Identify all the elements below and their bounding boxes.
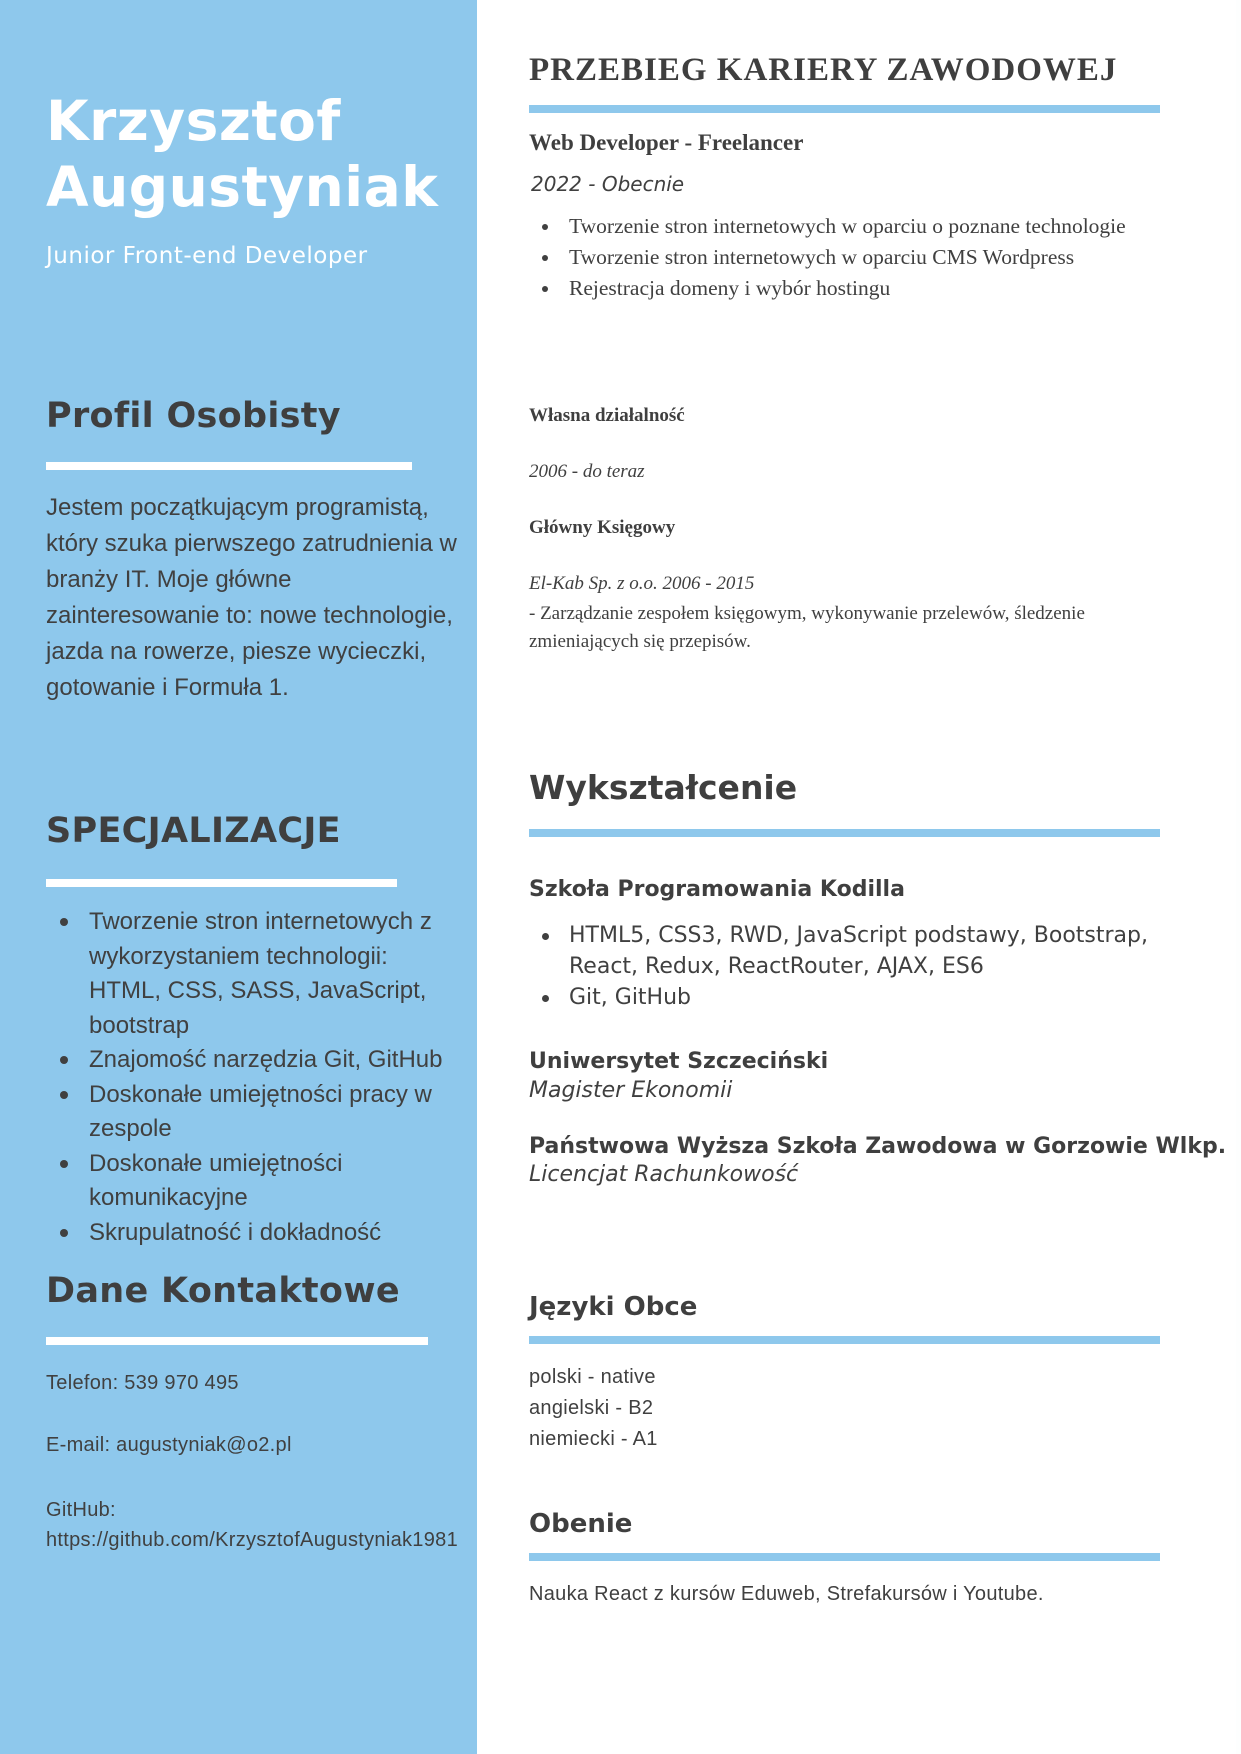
language-item: niemiecki - A1 [529, 1428, 658, 1450]
language-item: angielski - B2 [529, 1397, 654, 1419]
list-item: Doskonałe umiejętności pracy w zespole [60, 1078, 460, 1147]
college-name: Państwowa Wyższa Szkoła Zawodowa w Gorzowie Wlkp. [529, 1134, 1227, 1159]
list-item: Tworzenie stron internetowych w oparciu CMS Wordpress [542, 242, 1182, 273]
university-name: Uniwersytet Szczeciński [529, 1049, 829, 1074]
school-name: Szkoła Programowania Kodilla [529, 877, 905, 902]
specializations-list [60, 905, 460, 1250]
job-title: Web Developer - Freelancer [529, 130, 804, 155]
languages-heading: Języki Obce [529, 1292, 698, 1322]
company-name: El-Kab Sp. z o.o. 2006 - 2015 [529, 573, 755, 594]
business-title: Własna działalność [529, 405, 685, 426]
job-dates: 2022 - Obecnie [531, 172, 685, 196]
list-item: HTML5, CSS3, RWD, JavaScript podstawy, Bootstrap, React, Redux, ReactRouter, AJAX, ES6 [542, 920, 1182, 982]
list-item: Git, GitHub [542, 982, 1182, 1013]
languages-divider [529, 1336, 1160, 1344]
job-description: - Zarządzanie zespołem księgowym, wykonywanie przelewów, śledzenie zmieniających się przepisów. [529, 603, 1085, 652]
contact-email: E-mail: augustyniak@o2.pl [46, 1434, 292, 1456]
job-duties-list [542, 211, 1182, 304]
specializations-divider [46, 879, 397, 887]
profile-heading: Profil Osobisty [46, 396, 341, 436]
other-heading: Obenie [529, 1509, 633, 1539]
list-item: Tworzenie stron internetowych z wykorzystaniem technologii: HTML, CSS, SASS, JavaScript, bootstrap [60, 905, 460, 1043]
specializations-heading: SPECJALIZACJE [46, 811, 341, 851]
school-topics-list [542, 920, 1182, 1013]
contact-heading: Dane Kontaktowe [46, 1271, 400, 1311]
last-name: Augustyniak [46, 155, 439, 219]
github-label: GitHub: [46, 1499, 116, 1521]
education-heading: Wykształcenie [529, 768, 798, 807]
list-item: Rejestracja domeny i wybór hostingu [542, 273, 1182, 304]
contact-phone: Telefon: 539 970 495 [46, 1372, 239, 1394]
profile-text: Jestem początkującym programistą, który szuka pierwszego zatrudnienia w branży IT. Moje główne zainteresowanie to: nowe technologie, jazda na rowerze, piesze wycieczki, gotowanie i Formuła 1. [46, 494, 457, 701]
languages-list [529, 1362, 658, 1455]
job-role: Junior Front-end Developer [46, 243, 368, 269]
list-item: Skrupulatność i dokładność [60, 1216, 460, 1251]
candidate-name [46, 88, 466, 220]
career-divider [529, 105, 1160, 113]
page-edge [1236, 0, 1241, 1754]
language-item: polski - native [529, 1366, 656, 1388]
list-item: Doskonałe umiejętności komunikacyjne [60, 1147, 460, 1216]
other-divider [529, 1553, 1160, 1561]
contact-divider [46, 1337, 428, 1345]
profile-divider [46, 462, 412, 470]
university-degree: Magister Ekonomii [529, 1078, 733, 1103]
accountant-role: Główny Księgowy [529, 517, 676, 538]
business-dates: 2006 - do teraz [529, 461, 645, 482]
github-link[interactable]: https://github.com/KrzysztofAugustyniak1981 [46, 1529, 459, 1551]
list-item: Znajomość narzędzia Git, GitHub [60, 1043, 460, 1078]
contact-github [46, 1495, 458, 1555]
other-text: Nauka React z kursów Eduweb, Strefakursów i Youtube. [529, 1583, 1044, 1605]
career-heading: PRZEBIEG KARIERY ZAWODOWEJ [529, 52, 1118, 88]
education-divider [529, 829, 1160, 837]
college-degree: Licencjat Rachunkowość [529, 1162, 799, 1187]
list-item: Tworzenie stron internetowych w oparciu o poznane technologie [542, 211, 1182, 242]
first-name: Krzysztof [46, 89, 341, 153]
